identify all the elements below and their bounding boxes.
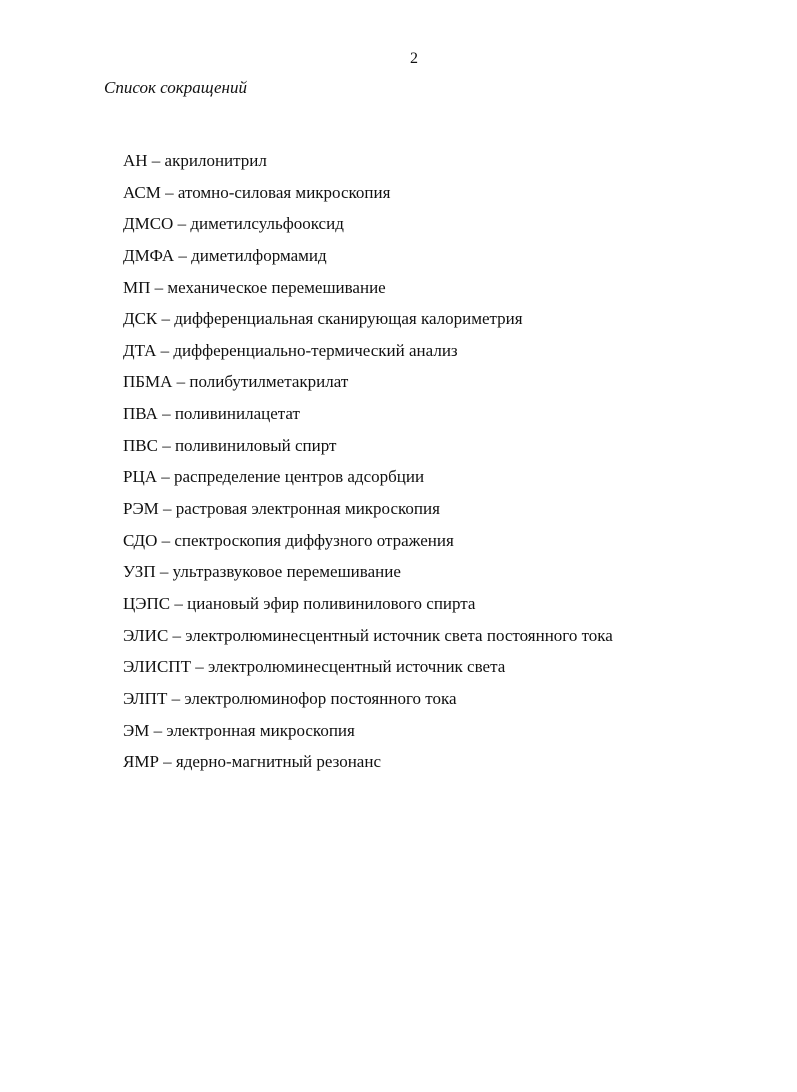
abbreviation-item: МП – механическое перемешивание (123, 277, 386, 297)
abbreviation-item: ДСК – дифференциальная сканирующая калориметрия (123, 309, 523, 329)
page-number: 2 (410, 50, 418, 67)
abbreviation-item: ЭЛИС – электролюминесцентный источник света постоянного тока (123, 625, 613, 645)
abbreviation-item: ЦЭПС – циановый эфир поливинилового спирта (123, 593, 476, 613)
abbreviations-heading: Список сокращений (104, 78, 247, 97)
abbreviation-item: АСМ – атомно-силовая микроскопия (123, 182, 391, 202)
abbreviation-item: ПВС – поливиниловый спирт (123, 435, 337, 455)
abbreviation-item: ЯМР – ядерно-магнитный резонанс (123, 752, 381, 772)
abbreviation-item: ПВА – поливинилацетат (123, 404, 300, 424)
abbreviation-item: РЭМ – растровая электронная микроскопия (123, 499, 440, 519)
abbreviation-item: ЭЛПТ – электролюминофор постоянного тока (123, 688, 457, 708)
abbreviation-item: УЗП – ультразвуковое перемешивание (123, 562, 401, 582)
abbreviation-item: РЦА – распределение центров адсорбции (123, 467, 425, 487)
abbreviation-item: АН – акрилонитрил (123, 151, 267, 170)
abbreviation-item: ДМФА – диметилформамид (123, 245, 327, 265)
abbreviation-item: СДО – спектроскопия диффузного отражения (123, 530, 454, 550)
abbreviation-item: ЭЛИСПТ – электролюминесцентный источник света (123, 657, 506, 677)
abbreviations-list (123, 151, 613, 784)
abbreviation-item: ДТА – дифференциально-термический анализ (123, 340, 458, 360)
abbreviation-item: ПБМА – полибутилметакрилат (123, 372, 349, 392)
abbreviation-item: ДМСО – диметилсульфооксид (123, 214, 344, 234)
abbreviation-item: ЭМ – электронная микроскопия (123, 720, 355, 740)
